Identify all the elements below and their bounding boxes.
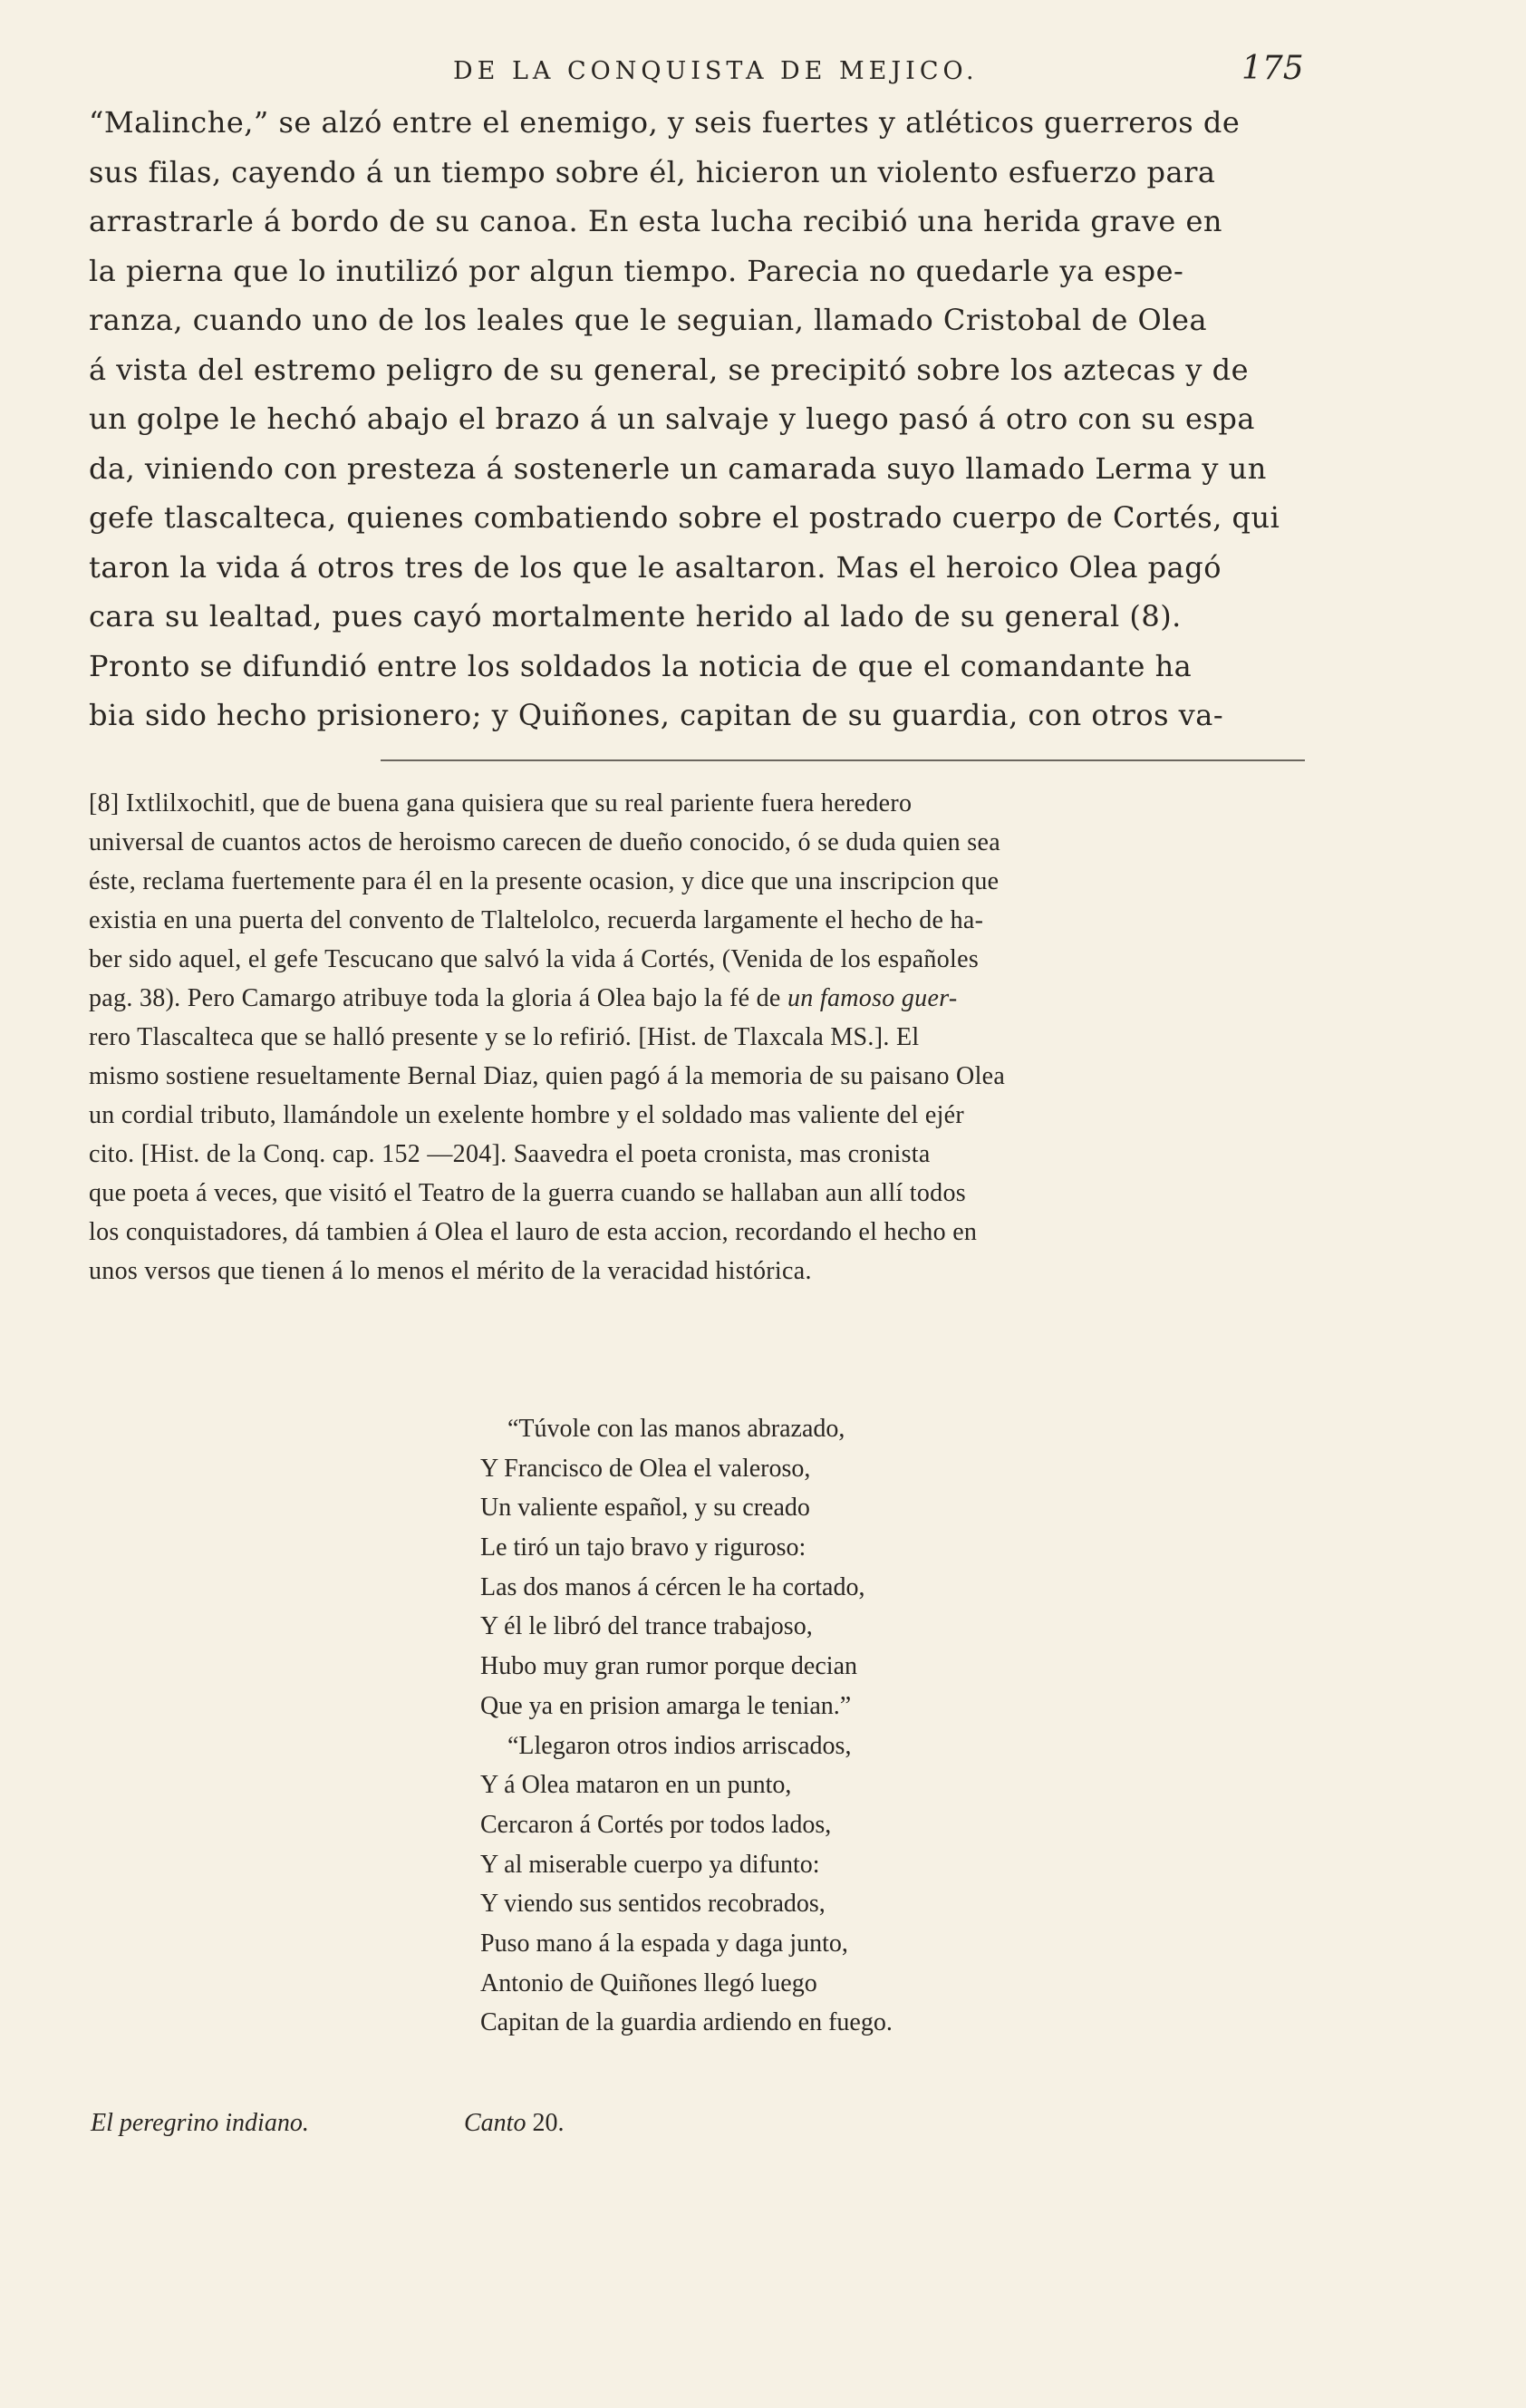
poem-line: Y al miserable cuerpo ya difunto: xyxy=(480,1850,820,1879)
footnote-divider xyxy=(381,759,1305,761)
page-header xyxy=(0,50,1526,95)
body-line: Pronto se difundió entre los soldados la noticia de que el comandante ha xyxy=(89,648,1193,683)
footnote-line: mismo sostiene resueltamente Bernal Diaz, quien pagó á la memoria de su paisano Olea xyxy=(89,1062,1006,1090)
body-line: da, viniendo con presteza á sostenerle un camarada suyo llamado Lerma y un xyxy=(89,450,1267,486)
poem-line: Y Francisco de Olea el valeroso, xyxy=(480,1454,811,1483)
canto-label: Canto xyxy=(464,2109,526,2137)
poem-line: Las dos manos á cércen le ha cortado, xyxy=(480,1572,865,1601)
footnote-line xyxy=(89,979,1348,1018)
page-number: 175 xyxy=(1241,50,1304,87)
footnote-line: existia en una puerta del convento de Tlaltelolco, recuerda largamente el hecho de ha- xyxy=(89,906,984,934)
footnote-line: universal de cuantos actos de heroismo carecen de dueño conocido, ó se duda quien sea xyxy=(89,828,1000,856)
citation-source: El peregrino indiano. xyxy=(91,2109,309,2137)
body-line: un golpe le hechó abajo el brazo á un salvaje y luego pasó á otro con su espa xyxy=(89,401,1255,436)
footnote-line: éste, reclama fuertemente para él en la presente ocasion, y dice que una inscripcion que xyxy=(89,867,1000,895)
canto-number: 20. xyxy=(532,2109,565,2137)
footnote-line-text: pag. 38). Pero Camargo atribuye toda la gloria á Olea bajo la fé de xyxy=(89,984,781,1012)
body-line: bia sido hecho prisionero; y Quiñones, capitan de su guardia, con otros va- xyxy=(89,698,1224,732)
footnote-line: un cordial tributo, llamándole un exelente hombre y el soldado mas valiente del ejér xyxy=(89,1101,965,1129)
poem xyxy=(480,1409,893,2043)
footnote-line: los conquistadores, dá tambien á Olea el lauro de esta accion, recordando el hecho en xyxy=(89,1218,978,1246)
poem-line: Hubo muy gran rumor porque decian xyxy=(480,1652,857,1681)
poem-line: Antonio de Quiñones llegó luego xyxy=(480,1968,817,1997)
body-line: gefe tlascalteca, quienes combatiendo sobre el postrado cuerpo de Cortés, qui xyxy=(89,500,1280,535)
citation-canto xyxy=(464,2109,564,2138)
poem-line: Y viendo sus sentidos recobrados, xyxy=(480,1890,826,1919)
poem-line: Cercaron á Cortés por todos lados, xyxy=(480,1810,832,1839)
poem-line: Capitan de la guardia ardiendo en fuego. xyxy=(480,2008,893,2037)
poem-line: Le tiró un tajo bravo y riguroso: xyxy=(480,1533,806,1562)
body-line: sus filas, cayendo á un tiempo sobre él, hicieron un violento esfuerzo para xyxy=(89,154,1216,189)
footnote-line: [8] Ixtlilxochitl, que de buena gana quisiera que su real pariente fuera heredero xyxy=(89,789,913,817)
body-line: la pierna que lo inutilizó por algun tiempo. Parecia no quedarle ya espe- xyxy=(89,253,1184,288)
body-line: arrastrarle á bordo de su canoa. En esta lucha recibió una herida grave en xyxy=(89,204,1223,238)
footnote-line: rero Tlascalteca que se halló presente y se lo refirió. [Hist. de Tlaxcala MS.]. El xyxy=(89,1023,920,1051)
body-line: “Malinche,” se alzó entre el enemigo, y seis fuertes y atléticos guerreros de xyxy=(89,105,1241,140)
footnote-line: que poeta á veces, que visitó el Teatro de la guerra cuando se hallaban aun allí todos xyxy=(89,1179,966,1207)
body-line: cara su lealtad, pues cayó mortalmente herido al lado de su general (8). xyxy=(89,599,1182,633)
poem-line: Puso mano á la espada y daga junto, xyxy=(480,1929,848,1958)
poem-line: Y él le libró del trance trabajoso, xyxy=(480,1612,813,1641)
poem-line: Que ya en prision amarga le tenian.” xyxy=(480,1691,852,1720)
body-line: taron la vida á otros tres de los que le asaltaron. Mas el heroico Olea pagó xyxy=(89,549,1222,585)
footnote-italic-text: un famoso guer- xyxy=(787,984,958,1012)
poem-line: “Llegaron otros indios arriscados, xyxy=(507,1731,852,1760)
footnote-line: ber sido aquel, el gefe Tescucano que salvó la vida á Cortés, (Venida de los españoles xyxy=(89,945,980,973)
body-line: á vista del estremo peligro de su general, se precipitó sobre los aztecas y de xyxy=(89,352,1250,387)
footnote-line: cito. [Hist. de la Conq. cap. 152 —204]. Saavedra el poeta cronista, mas cronista xyxy=(89,1140,931,1168)
poem-line: Y á Olea mataron en un punto, xyxy=(480,1771,792,1800)
body-text xyxy=(89,98,1348,740)
poem-line: Un valiente español, y su creado xyxy=(480,1494,810,1523)
running-title: DE LA CONQUISTA DE MEJICO. xyxy=(453,57,979,85)
footnote-line: unos versos que tienen á lo menos el mérito de la veracidad histórica. xyxy=(89,1257,812,1285)
footnote xyxy=(89,784,1348,1291)
body-line: ranza, cuando uno de los leales que le seguian, llamado Cristobal de Olea xyxy=(89,303,1208,337)
poem-line: “Túvole con las manos abrazado, xyxy=(507,1415,845,1443)
